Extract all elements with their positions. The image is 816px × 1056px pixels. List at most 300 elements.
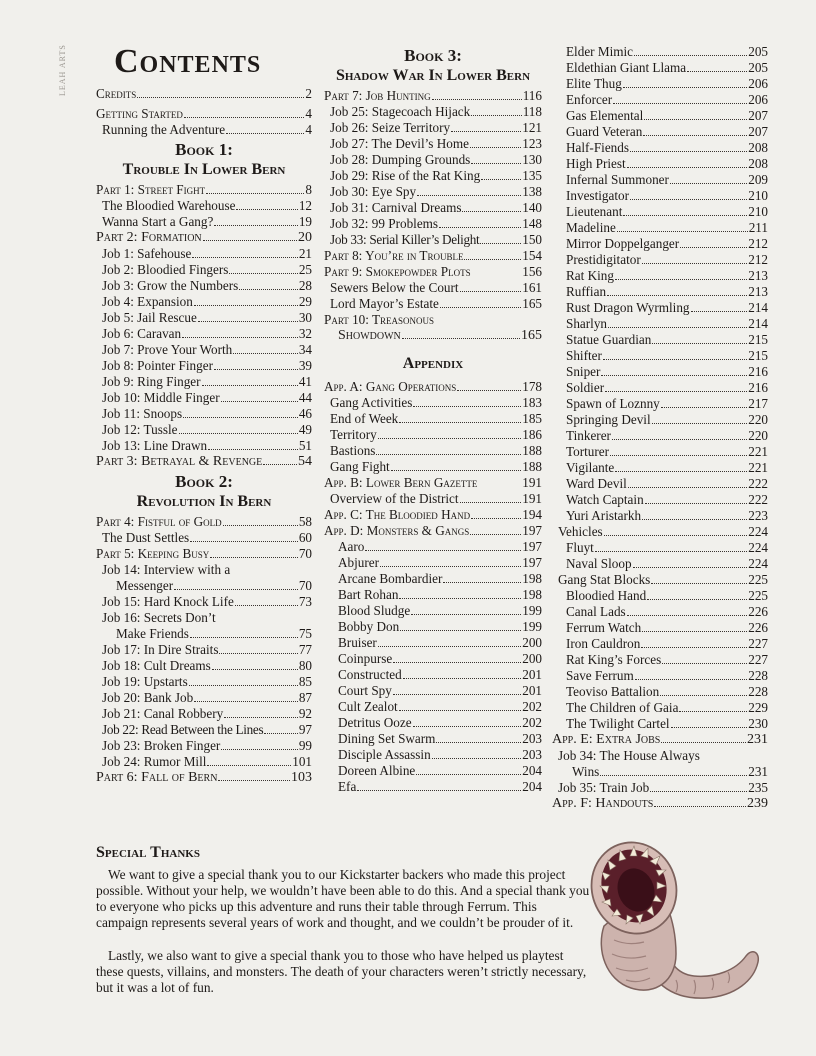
toc-entry[interactable] [324, 280, 542, 296]
toc-entry[interactable] [552, 780, 768, 796]
leader-dots [198, 321, 298, 322]
toc-entry[interactable] [96, 626, 312, 642]
toc-entry[interactable] [96, 122, 312, 138]
toc-entry[interactable] [324, 152, 542, 168]
leader-dots [194, 701, 298, 702]
toc-entry[interactable] [552, 604, 768, 620]
toc-column-2 [324, 44, 542, 795]
toc-entry[interactable] [96, 438, 312, 454]
toc-entry[interactable] [552, 364, 768, 380]
page-number: 222 [748, 492, 768, 507]
toc-entry[interactable] [552, 476, 768, 492]
toc-entry[interactable] [96, 594, 312, 610]
toc-entry[interactable] [96, 230, 312, 246]
page-number: 54 [298, 454, 312, 469]
toc-entry[interactable] [324, 635, 542, 651]
page-number: 39 [298, 358, 312, 373]
page-number: 70 [298, 546, 312, 561]
leader-dots [179, 433, 298, 434]
sandworm-illustration [576, 830, 766, 1016]
leader-dots [604, 535, 748, 536]
section-heading: Shadow War In Lower Bern [335, 67, 531, 84]
toc-entry[interactable] [96, 738, 312, 754]
leader-dots [218, 780, 290, 781]
leader-dots [628, 487, 747, 488]
toc-entry[interactable] [552, 108, 768, 124]
toc-entry[interactable] [324, 168, 542, 184]
toc-entry-title: Job 24: Rumor Mill [102, 754, 207, 769]
toc-entry[interactable] [324, 491, 542, 507]
leader-dots [679, 711, 747, 712]
page-number: 211 [748, 220, 768, 235]
toc-entry[interactable] [324, 328, 542, 344]
leader-dots [223, 525, 298, 526]
toc-entry-title: Part 1: Street Fight [96, 182, 206, 197]
toc-entry[interactable] [552, 508, 768, 524]
toc-entry-title: Springing Devil [566, 412, 651, 427]
toc-entry-title: Part 2: Formation [96, 230, 202, 245]
toc-entry-title: Guard Veteran [566, 124, 643, 139]
toc-entry-title: Overview of the District [330, 491, 459, 506]
leader-dots [460, 291, 522, 292]
toc-entry-title: Bastions [330, 443, 376, 458]
leader-dots [645, 503, 748, 504]
toc-entry[interactable] [96, 214, 312, 230]
toc-entry-title: Job 22: Read Between the Lines [102, 722, 264, 737]
toc-entry[interactable] [96, 374, 312, 390]
leader-dots [634, 55, 747, 56]
toc-entry[interactable] [552, 220, 768, 236]
toc-entry[interactable] [96, 546, 312, 562]
page-number: 200 [522, 635, 542, 650]
toc-entry[interactable] [552, 124, 768, 140]
toc-entry[interactable] [552, 588, 768, 604]
toc-entry[interactable] [324, 667, 542, 683]
page-number: 140 [522, 200, 542, 215]
toc-entry[interactable] [96, 770, 312, 786]
page-number: 118 [522, 104, 542, 119]
leader-dots [182, 337, 298, 338]
toc-entry-title: Dining Set Swarm [338, 731, 436, 746]
toc-entry[interactable] [552, 524, 768, 540]
toc-entry[interactable] [552, 764, 768, 780]
leader-dots [647, 599, 747, 600]
page-number: 188 [522, 443, 542, 458]
toc-entry[interactable] [96, 514, 312, 530]
toc-entry[interactable] [324, 264, 542, 280]
leader-dots [190, 541, 298, 542]
page-number: 70 [298, 578, 312, 593]
toc-entry[interactable] [552, 300, 768, 316]
toc-entry[interactable] [552, 188, 768, 204]
toc-entry[interactable] [552, 556, 768, 572]
toc-entry[interactable] [552, 204, 768, 220]
toc-entry-title: Job 27: The Devil’s Home [330, 136, 469, 151]
artist-credit: LEAH ARTS [58, 44, 67, 96]
toc-entry-title: The Twilight Cartel [566, 716, 670, 731]
toc-entry[interactable] [96, 530, 312, 546]
leader-dots [391, 470, 522, 471]
page-number: 183 [522, 395, 542, 410]
page-number: 34 [298, 342, 312, 357]
toc-entry[interactable] [96, 310, 312, 326]
leader-dots [471, 518, 521, 519]
toc-entry[interactable] [324, 603, 542, 619]
toc-entry[interactable] [552, 92, 768, 108]
toc-entry[interactable] [552, 380, 768, 396]
toc-entry[interactable] [324, 427, 542, 443]
toc-entry[interactable] [324, 136, 542, 152]
toc-entry[interactable] [552, 316, 768, 332]
page-number: 97 [298, 722, 312, 737]
leader-dots [617, 231, 748, 232]
toc-entry-title: Eldethian Giant Llama [566, 60, 687, 75]
toc-entry[interactable] [324, 587, 542, 603]
toc-entry-title: Gang Fight [330, 459, 390, 474]
page-number: 214 [748, 300, 768, 315]
leader-dots [644, 119, 747, 120]
toc-entry[interactable] [96, 658, 312, 674]
leader-dots [642, 519, 747, 520]
leader-dots [642, 263, 747, 264]
leader-dots [643, 135, 747, 136]
leader-dots [399, 422, 521, 423]
toc-entry[interactable] [552, 268, 768, 284]
leader-dots [603, 359, 747, 360]
toc-entry[interactable] [324, 523, 542, 539]
leader-dots [210, 557, 298, 558]
leader-dots [413, 406, 521, 407]
page-number: 198 [522, 571, 542, 586]
toc-entry-title: Abjurer [338, 555, 380, 570]
toc-entry-title: Lieutenant [566, 204, 623, 219]
page-number: 229 [748, 700, 768, 715]
toc-entry-title: Messenger [116, 578, 174, 593]
toc-entry[interactable] [324, 216, 542, 232]
toc-entry[interactable] [96, 754, 312, 770]
page-number: 208 [748, 140, 768, 155]
toc-entry[interactable] [552, 284, 768, 300]
page-number: 73 [298, 594, 312, 609]
toc-entry[interactable] [96, 342, 312, 358]
toc-entry[interactable] [324, 248, 542, 264]
leader-dots [605, 391, 747, 392]
toc-entry[interactable] [324, 296, 542, 312]
toc-entry-title: App. B: Lower Bern Gazette [324, 475, 478, 490]
toc-entry-title: Save Ferrum [566, 668, 634, 683]
toc-entry-title: Job 6: Caravan [102, 326, 182, 341]
toc-entry[interactable] [324, 699, 542, 715]
toc-entry-title: Showdown [338, 328, 401, 343]
page-number: 221 [748, 460, 768, 475]
toc-entry[interactable] [552, 140, 768, 156]
toc-entry[interactable] [552, 44, 768, 60]
toc-entry[interactable] [324, 411, 542, 427]
toc-entry[interactable] [324, 763, 542, 779]
toc-entry[interactable] [552, 396, 768, 412]
leader-dots [376, 454, 521, 455]
page-number: 207 [748, 108, 768, 123]
toc-entry[interactable] [96, 86, 312, 102]
leader-dots [595, 551, 747, 552]
toc-entry-title: Rust Dragon Wyrmling [566, 300, 690, 315]
toc-entry[interactable] [552, 652, 768, 668]
page-number: 224 [748, 524, 768, 539]
toc-entry[interactable] [324, 651, 542, 667]
toc-entry-title: Vigilante [566, 460, 615, 475]
toc-entry[interactable] [324, 619, 542, 635]
page-number: 227 [748, 652, 768, 667]
toc-entry[interactable] [324, 395, 542, 411]
toc-entry[interactable] [324, 555, 542, 571]
toc-entry-title: Part 3: Betrayal & Revenge [96, 454, 263, 469]
toc-entry[interactable] [96, 422, 312, 438]
leader-dots [612, 439, 747, 440]
toc-entry-title: Job 30: Eye Spy [330, 184, 417, 199]
page-number: 12 [298, 198, 312, 213]
toc-entry-title: The Children of Gaia [566, 700, 679, 715]
page-number: 123 [522, 136, 542, 151]
toc-entry[interactable] [96, 246, 312, 262]
toc-entry[interactable] [552, 460, 768, 476]
leader-dots [206, 193, 304, 194]
toc-entry[interactable] [324, 184, 542, 200]
page-number: 231 [748, 764, 768, 779]
toc-entry[interactable] [324, 747, 542, 763]
leader-dots [432, 758, 522, 759]
toc-entry[interactable] [324, 731, 542, 747]
toc-entry-title: Half-Fiends [566, 140, 629, 155]
toc-entry-title: Elite Thug [566, 76, 622, 91]
toc-entry[interactable] [324, 475, 542, 491]
leader-dots [671, 727, 748, 728]
leader-dots [189, 685, 298, 686]
page-number: 212 [748, 236, 768, 251]
toc-entry[interactable] [552, 700, 768, 716]
toc-entry[interactable] [96, 690, 312, 706]
page-number: 206 [748, 76, 768, 91]
toc-entry[interactable] [552, 428, 768, 444]
toc-entry-title: Job 32: 99 Problems [330, 216, 439, 231]
toc-entry-title: Enforcer [566, 92, 613, 107]
toc-entry[interactable] [552, 732, 768, 748]
toc-entry-title: Rat King’s Forces [566, 652, 662, 667]
page-number: 212 [748, 252, 768, 267]
page-number: 2 [305, 86, 312, 101]
toc-entry[interactable] [324, 715, 542, 731]
leader-dots [635, 679, 747, 680]
toc-entry[interactable] [552, 236, 768, 252]
page-number: 210 [748, 188, 768, 203]
toc-entry[interactable] [324, 379, 542, 395]
toc-entry[interactable] [324, 104, 542, 120]
toc-entry[interactable] [324, 232, 542, 248]
leader-dots [608, 327, 747, 328]
toc-entry-title: Job 25: Stagecoach Hijack [330, 104, 471, 119]
toc-entry[interactable] [96, 262, 312, 278]
toc-entry-title: Job 18: Cult Dreams [102, 658, 211, 673]
toc-entry-title: Madeline [566, 220, 616, 235]
toc-entry-title: The Bloodied Warehouse [102, 198, 236, 213]
toc-entry[interactable] [96, 326, 312, 342]
page-number: 199 [522, 603, 542, 618]
toc-entry-title: The Dust Settles [102, 530, 190, 545]
leader-dots [229, 273, 297, 274]
toc-entry[interactable] [324, 539, 542, 555]
page-number: 209 [748, 172, 768, 187]
toc-entry-label [96, 610, 312, 626]
toc-entry[interactable] [552, 76, 768, 92]
leader-dots [630, 199, 747, 200]
toc-entry[interactable] [552, 620, 768, 636]
page-number: 32 [298, 326, 312, 341]
leader-dots [660, 695, 747, 696]
page-number: 197 [522, 523, 542, 538]
toc-entry[interactable] [324, 683, 542, 699]
leader-dots [623, 215, 747, 216]
toc-entry[interactable] [96, 278, 312, 294]
toc-entry[interactable] [552, 332, 768, 348]
toc-entry-title: Bloodied Hand [566, 588, 647, 603]
page-number: 77 [298, 642, 312, 657]
page-number: 220 [748, 412, 768, 427]
toc-entry[interactable] [552, 572, 768, 588]
toc-entry[interactable] [96, 390, 312, 406]
leader-dots [214, 369, 298, 370]
toc-entry[interactable] [552, 172, 768, 188]
page-number: 197 [522, 539, 542, 554]
leader-dots [417, 195, 521, 196]
toc-entry[interactable] [96, 294, 312, 310]
toc-entry[interactable] [552, 412, 768, 428]
leader-dots [184, 117, 305, 118]
toc-entry[interactable] [552, 492, 768, 508]
leader-dots [670, 183, 747, 184]
toc-entry[interactable] [96, 706, 312, 722]
toc-entry-title: Job 19: Upstarts [102, 674, 188, 689]
toc-entry-title: Arcane Bombardier [338, 571, 443, 586]
toc-entry[interactable] [96, 406, 312, 422]
toc-entry[interactable] [324, 507, 542, 523]
toc-entry-title: Job 35: Train Job [558, 780, 650, 795]
page-number: 215 [748, 332, 768, 347]
page-number: 148 [522, 216, 542, 231]
toc-entry-title: Job 7: Prove Your Worth [102, 342, 233, 357]
page-number: 186 [522, 427, 542, 442]
toc-entry[interactable] [96, 198, 312, 214]
leader-dots [691, 311, 748, 312]
page-number: 213 [748, 268, 768, 283]
leader-dots [480, 243, 521, 244]
toc-entry[interactable] [324, 120, 542, 136]
page-number: 165 [521, 328, 542, 343]
toc-entry[interactable] [96, 578, 312, 594]
page-number: 201 [522, 683, 542, 698]
toc-entry[interactable] [552, 444, 768, 460]
page-number: 226 [748, 604, 768, 619]
page-number: 197 [522, 555, 542, 570]
page-number: 226 [748, 620, 768, 635]
toc-entry-title: Bobby Don [338, 619, 400, 634]
toc-entry[interactable] [552, 156, 768, 172]
toc-entry[interactable] [552, 540, 768, 556]
toc-entry[interactable] [552, 636, 768, 652]
toc-entry-title: Aaro [338, 539, 365, 554]
toc-entry[interactable] [552, 716, 768, 732]
page-number: 215 [748, 348, 768, 363]
leader-dots [652, 343, 747, 344]
toc-entry-title: Job 28: Dumping Grounds [330, 152, 471, 167]
special-thanks-heading: Special Thanks [96, 844, 200, 861]
leader-dots [221, 749, 297, 750]
page-number: 199 [522, 619, 542, 634]
toc-entry[interactable] [324, 443, 542, 459]
page-number: 231 [747, 732, 768, 747]
page-number: 87 [298, 690, 312, 705]
toc-entry[interactable] [96, 106, 312, 122]
leader-dots [680, 247, 747, 248]
page-number: 92 [298, 706, 312, 721]
page-number: 204 [522, 763, 542, 778]
leader-dots [263, 464, 297, 465]
toc-entry[interactable] [552, 348, 768, 364]
toc-entry[interactable] [96, 358, 312, 374]
toc-entry[interactable] [324, 779, 542, 795]
toc-entry[interactable] [552, 684, 768, 700]
toc-entry[interactable] [96, 722, 312, 738]
toc-entry[interactable] [324, 459, 542, 475]
toc-entry-title: Part 8: You’re in Trouble [324, 248, 464, 263]
leader-dots [451, 131, 521, 132]
toc-entry-title: Job 10: Middle Finger [102, 390, 220, 405]
toc-entry-title: Job 31: Carnival Dreams [330, 200, 462, 215]
leader-dots [471, 163, 521, 164]
leader-dots [378, 646, 521, 647]
leader-dots [654, 806, 746, 807]
page-number: 239 [747, 796, 768, 811]
page-number: 205 [748, 60, 768, 75]
leader-dots [174, 589, 298, 590]
leader-dots [470, 147, 521, 148]
page-number: 80 [298, 658, 312, 673]
toc-entry[interactable] [552, 668, 768, 684]
toc-entry[interactable] [96, 454, 312, 470]
leader-dots [600, 775, 747, 776]
page-number: 227 [748, 636, 768, 651]
toc-entry[interactable] [324, 200, 542, 216]
section-heading: Book 1: [175, 140, 233, 159]
toc-entry[interactable] [96, 674, 312, 690]
page-number: 25 [298, 262, 312, 277]
leader-dots [365, 550, 521, 551]
toc-entry[interactable] [324, 571, 542, 587]
leader-dots [224, 717, 298, 718]
toc-entry[interactable] [96, 642, 312, 658]
leader-dots [403, 678, 521, 679]
toc-entry[interactable] [552, 796, 768, 812]
page-number: 203 [522, 747, 542, 762]
toc-entry-title: Efa [338, 779, 357, 794]
leader-dots [208, 449, 298, 450]
toc-entry-title: Part 10: Treasonous [324, 312, 435, 327]
toc-entry-title: Spawn of Loznny [566, 396, 660, 411]
toc-entry[interactable] [324, 88, 542, 104]
toc-entry[interactable] [96, 182, 312, 198]
page-number: 204 [522, 779, 542, 794]
toc-entry[interactable] [552, 252, 768, 268]
toc-entry[interactable] [552, 60, 768, 76]
leader-dots [378, 438, 522, 439]
